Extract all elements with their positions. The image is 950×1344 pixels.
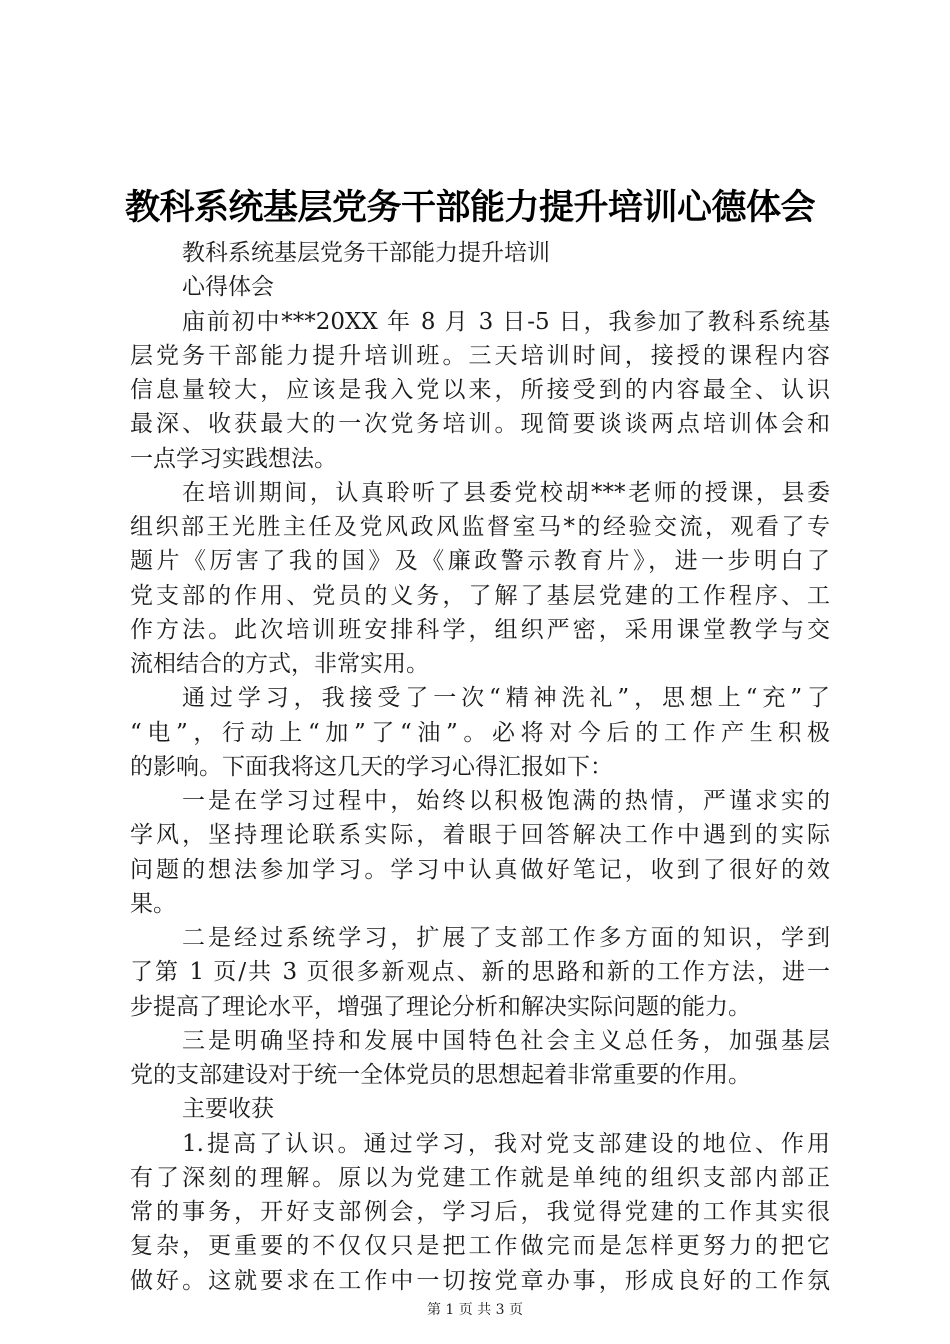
body-text-line: 心得体会: [182, 274, 274, 301]
body-text-line: 1.提高了认识。通过学习，我对党支部建设的地位、作用: [182, 1130, 830, 1157]
body-text-line: 党支部的作用、党员的义务，了解了基层党建的工作程序、工: [130, 582, 830, 609]
body-text-line: 了第 1 页/共 3 页很多新观点、新的思路和新的工作方法，进一: [130, 959, 830, 986]
body-text-line: 流相结合的方式，非常实用。: [130, 651, 429, 677]
body-text-line: 在培训期间，认真聆听了县委党校胡***老师的授课，县委: [182, 479, 830, 506]
body-text-line: 三是明确坚持和发展中国特色社会主义总任务，加强基层: [182, 1027, 830, 1054]
body-text-line: 问题的想法参加学习。学习中认真做好笔记，收到了很好的效: [130, 856, 830, 883]
body-text-line: “电”，行动上“加”了“油”。必将对今后的工作产生积极: [130, 719, 830, 746]
body-text-line: 党的支部建设对于统一全体党员的思想起着非常重要的作用。: [130, 1062, 751, 1088]
body-text-line: 的影响。下面我将这几天的学习心得汇报如下：: [130, 753, 613, 780]
page-footer: 第 1 页 共 3 页: [426, 1302, 524, 1318]
document-body: [130, 236, 830, 1298]
body-text-line: 组织部王光胜主任及党风政风监督室马*的经验交流，观看了专: [130, 514, 830, 540]
body-text-line: 步提高了理论水平，增强了理论分析和解决实际问题的能力。: [130, 993, 751, 1020]
body-text-line: 主要收获: [182, 1096, 274, 1123]
body-text-line: 一是在学习过程中，始终以积极饱满的热情，严谨求实的: [182, 788, 830, 814]
body-text-line: 信息量较大，应该是我入党以来，所接受到的内容最全、认识: [130, 377, 830, 403]
body-text-line: 二是经过系统学习，扩展了支部工作多方面的知识，学到: [182, 925, 830, 951]
body-text-line: 层党务干部能力提升培训班。三天培训时间，接授的课程内容: [130, 342, 830, 369]
body-text-line: 复杂，更重要的不仅仅只是把工作做完而是怎样更努力的把它: [130, 1233, 830, 1260]
body-text-line: 做好。这就要求在工作中一切按党章办事，形成良好的工作氛: [130, 1267, 830, 1294]
body-text-line: 题片《厉害了我的国》及《廉政警示教育片》，进一步明白了: [130, 548, 830, 575]
body-text-line: 果。: [130, 890, 176, 917]
body-text-line: 最深、收获最大的一次党务培训。现简要谈谈两点培训体会和: [130, 411, 830, 438]
body-text-line: 学风，坚持理论联系实际，着眼于回答解决工作中遇到的实际: [130, 822, 830, 849]
body-text-line: 教科系统基层党务干部能力提升培训: [182, 240, 550, 266]
body-text-line: 常的事务，开好支部例会，学习后，我觉得党建的工作其实很: [130, 1199, 830, 1225]
body-text-line: 一点学习实践想法。: [130, 445, 337, 472]
body-text-line: 庙前初中***20XX 年 8 月 3 日-5 日，我参加了教科系统基: [182, 308, 830, 335]
document-title: 教科系统基层党务干部能力提升培训心德体会: [125, 187, 816, 228]
body-text-line: 有了深刻的理解。原以为党建工作就是单纯的组织支部内部正: [130, 1164, 830, 1191]
body-text-line: 作方法。此次培训班安排科学，组织严密，采用课堂教学与交: [130, 616, 830, 643]
body-text-line: 通过学习，我接受了一次“精神洗礼”，思想上“充”了: [182, 685, 830, 712]
